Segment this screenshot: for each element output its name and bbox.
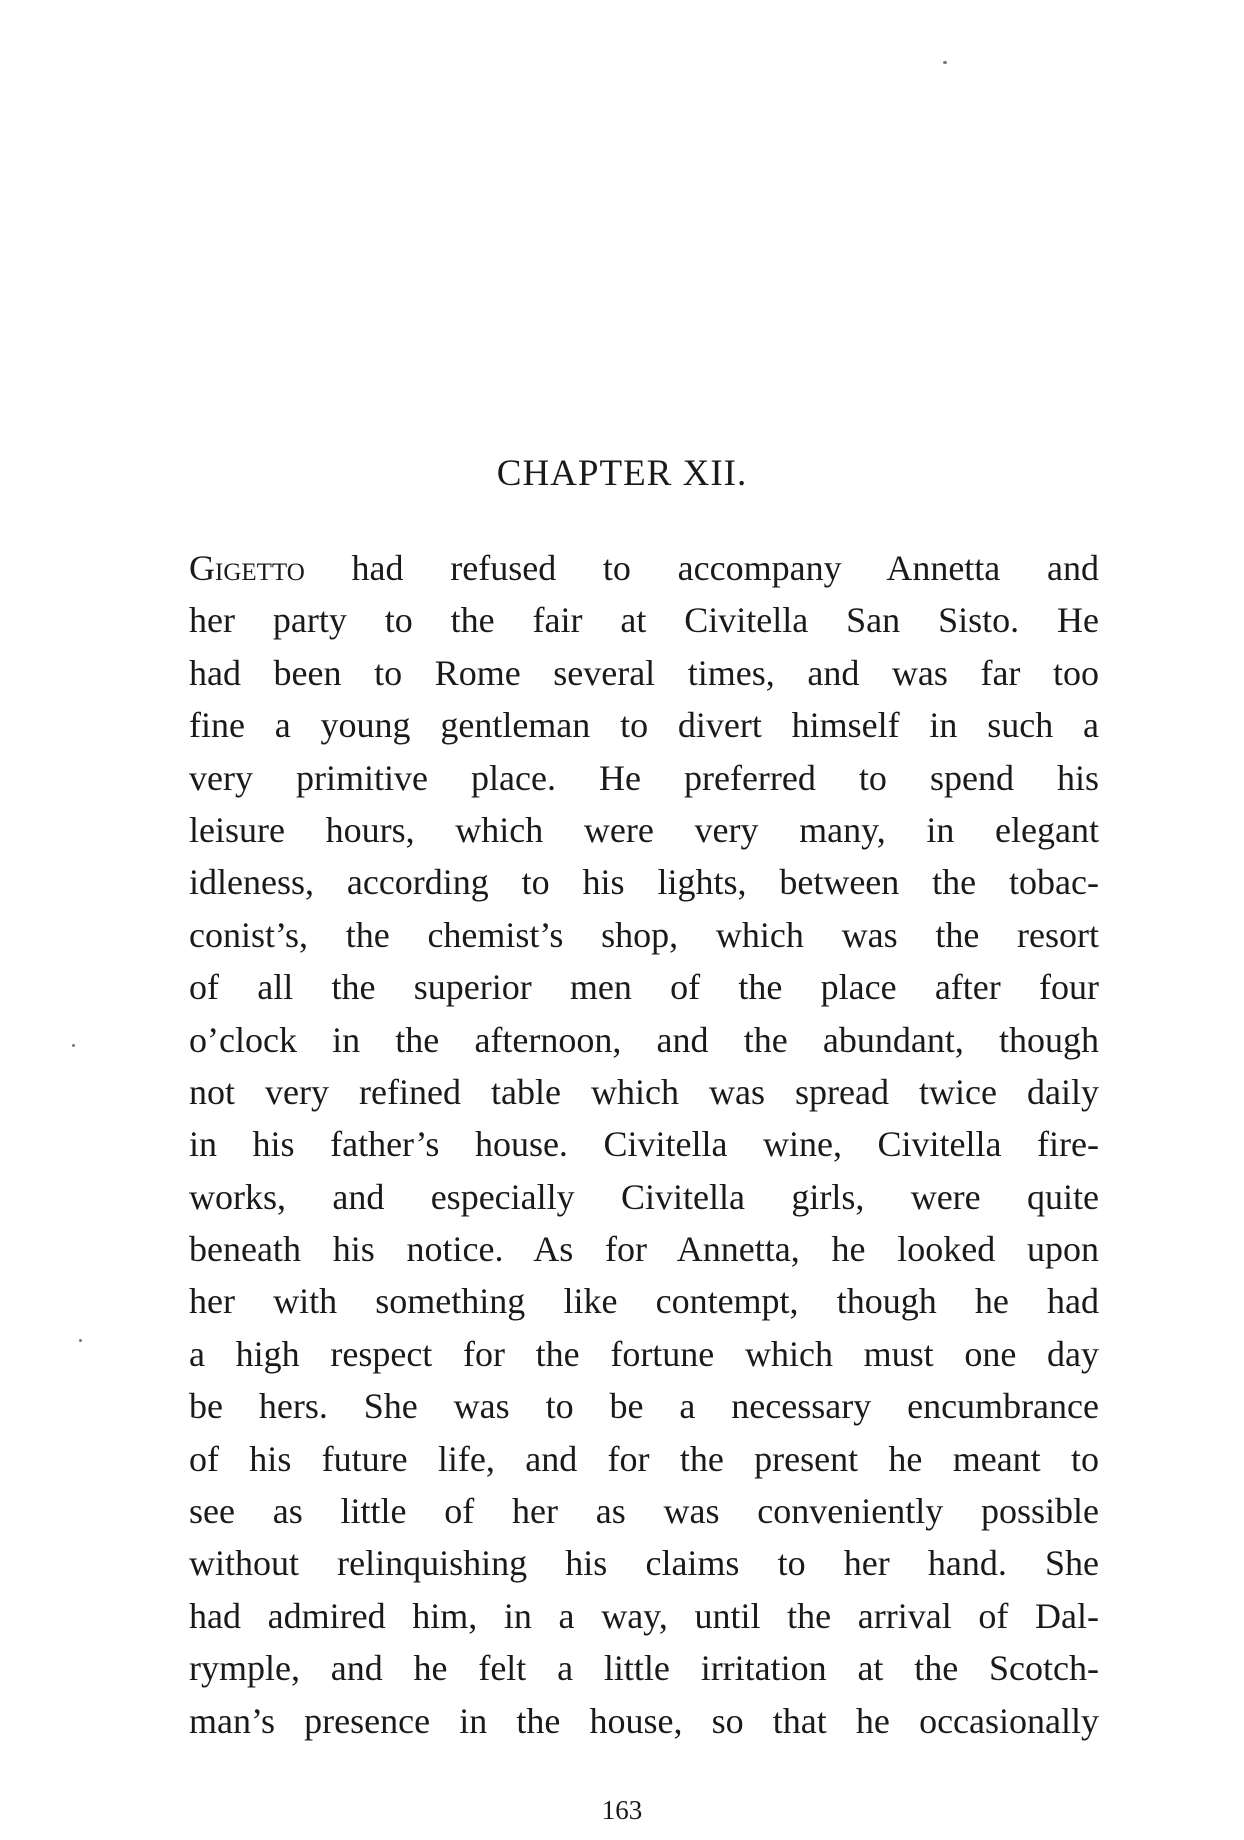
text-line: works, and especially Civitella girls, were quite: [189, 1176, 1099, 1217]
text-line: had been to Rome several times, and was far too: [189, 652, 1099, 693]
text-line: conist’s, the chemist’s shop, which was the resort: [189, 914, 1099, 955]
drop-word: Gigetto: [189, 548, 305, 588]
text-line: see as little of her as was conveniently possible: [189, 1491, 1099, 1532]
chapter-title: CHAPTER XII.: [496, 453, 748, 494]
text-line: had admired him, in a way, until the arrival of Dal-: [189, 1595, 1099, 1636]
text-line: o’clock in the afternoon, and the abundant, though: [189, 1019, 1099, 1060]
text-line: very primitive place. He preferred to spend his: [189, 757, 1099, 798]
text-line: [189, 542, 1099, 594]
text-line: her party to the fair at Civitella San Sisto. He: [189, 600, 1099, 641]
text-line: idleness, according to his lights, between the tobac-: [189, 862, 1099, 903]
text-line: fine a young gentleman to divert himself in such a: [189, 705, 1099, 746]
text-line: leisure hours, which were very many, in elegant: [189, 809, 1099, 850]
text-line-content: had refused to accompany Annetta and: [304, 548, 1099, 588]
page-speck: [943, 61, 947, 64]
page-speck: [72, 1044, 75, 1047]
chapter-paragraph: [189, 542, 1099, 1747]
text-line: in his father’s house. Civitella wine, Civitella fire-: [189, 1124, 1099, 1165]
text-line: rymple, and he felt a little irritation at the Scotch-: [189, 1648, 1099, 1689]
page-number: 163: [601, 1795, 643, 1825]
text-line: without relinquishing his claims to her hand. She: [189, 1543, 1099, 1584]
text-line: not very refined table which was spread twice daily: [189, 1071, 1099, 1112]
text-line: a high respect for the fortune which must one day: [189, 1333, 1099, 1374]
text-line: beneath his notice. As for Annetta, he looked upon: [189, 1229, 1099, 1270]
text-line: man’s presence in the house, so that he occasionally: [189, 1700, 1099, 1741]
text-line: her with something like contempt, though he had: [189, 1281, 1099, 1322]
text-line: of all the superior men of the place after four: [189, 967, 1099, 1008]
page-speck: [79, 1339, 82, 1342]
text-line: of his future life, and for the present he meant to: [189, 1438, 1099, 1479]
text-line: be hers. She was to be a necessary encumbrance: [189, 1386, 1099, 1427]
